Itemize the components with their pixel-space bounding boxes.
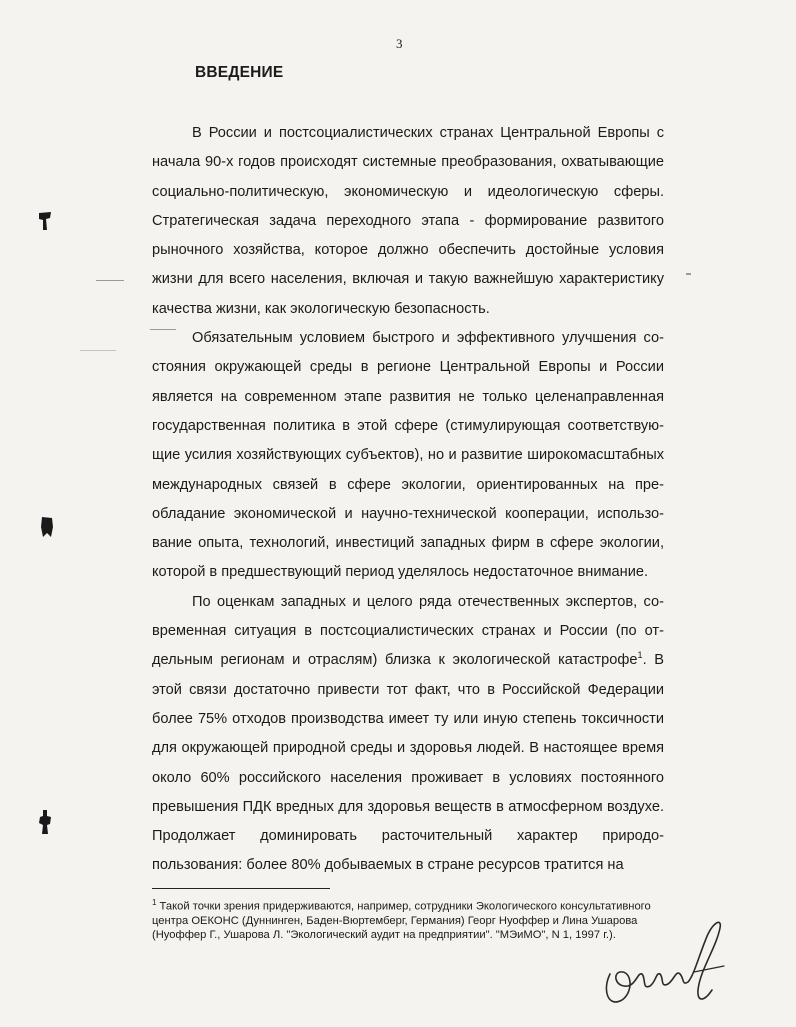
handwritten-signature bbox=[596, 912, 746, 1012]
footnote-text: Такой точки зрения придерживаются, например, сотрудники Экологического консультативного центра ОЕКОНС (Дуннинген, Баден-Вюртемберг, Германия) Георг Нуоффер и Лина Ушарова (Нуоффер Г., Ушарова Л. "Экологический аудит на предприятии". "МЭиМО", N 1, 1997 г.). bbox=[152, 900, 651, 942]
paragraph-3 bbox=[152, 588, 664, 881]
scan-speck bbox=[686, 273, 691, 275]
section-heading: ВВЕДЕНИЕ bbox=[195, 64, 284, 81]
paragraph-3-end: . В этой связи достаточно привести тот факт, что в Российской Федерации более 75% отходов производства имеет ту или иную степень токсичности для окружающей природной среды и здоровья людей. В настоящее время около 60% российского населения проживает в условиях постоянного превышения ПДК вредных для здоровья веществ в атмосферном воздухе. Продолжает доминировать расточительный характер природопользования: более 80% добываемых в стране ресурсов тратится на bbox=[152, 652, 665, 874]
paragraph-3-start: По оценкам западных и целого ряда отечественных экспертов, современная ситуация в постсоциалистических странах и России (по отдельным регионам и отраслям) близка к экологической катастрофе bbox=[152, 593, 664, 669]
paragraph-2: Обязательным условием быстрого и эффективного улучшения состояния окружающей среды в регионе Центральной Европы и России является на современном этапе развития не только целенаправленная государственная политика в этой сфере (стимулирующая соответствующие усилия хозяйствующих субъектов), но и развитие широкомасштабных международных связей в сфере экологии, ориентированных на преобладание экономической и научно-технической кооперации, использование опыта, технологий, инвестиций западных фирм в сфере экологии, которой в предшествующий период уделялось недостаточное внимание. bbox=[152, 330, 664, 581]
scan-speck bbox=[80, 350, 116, 351]
scan-binding-mark bbox=[38, 515, 56, 539]
scan-binding-mark bbox=[36, 210, 54, 232]
footnote-reference: 1 bbox=[637, 650, 643, 661]
scan-speck bbox=[150, 329, 176, 330]
page-number: 3 bbox=[396, 36, 403, 51]
scan-binding-mark bbox=[36, 808, 54, 836]
footnote bbox=[152, 896, 664, 942]
scan-speck bbox=[96, 280, 124, 281]
footnote-divider bbox=[152, 888, 330, 889]
body-text bbox=[152, 119, 664, 881]
footnote-number: 1 bbox=[152, 898, 157, 907]
paragraph-1: В России и постсоциалистических странах Центральной Европы с начала 90-х годов происходят системные преобразования, охватывающие социально-политическую, экономическую и идеологическую сферы. Стратегическая задача переходного этапа - формирование развитого рыночного хозяйства, которое должно обеспечить достойные условия жизни для всего населения, включая и такую важнейшую характеристику качества жизни, как экологическую безопасность. bbox=[152, 125, 664, 317]
